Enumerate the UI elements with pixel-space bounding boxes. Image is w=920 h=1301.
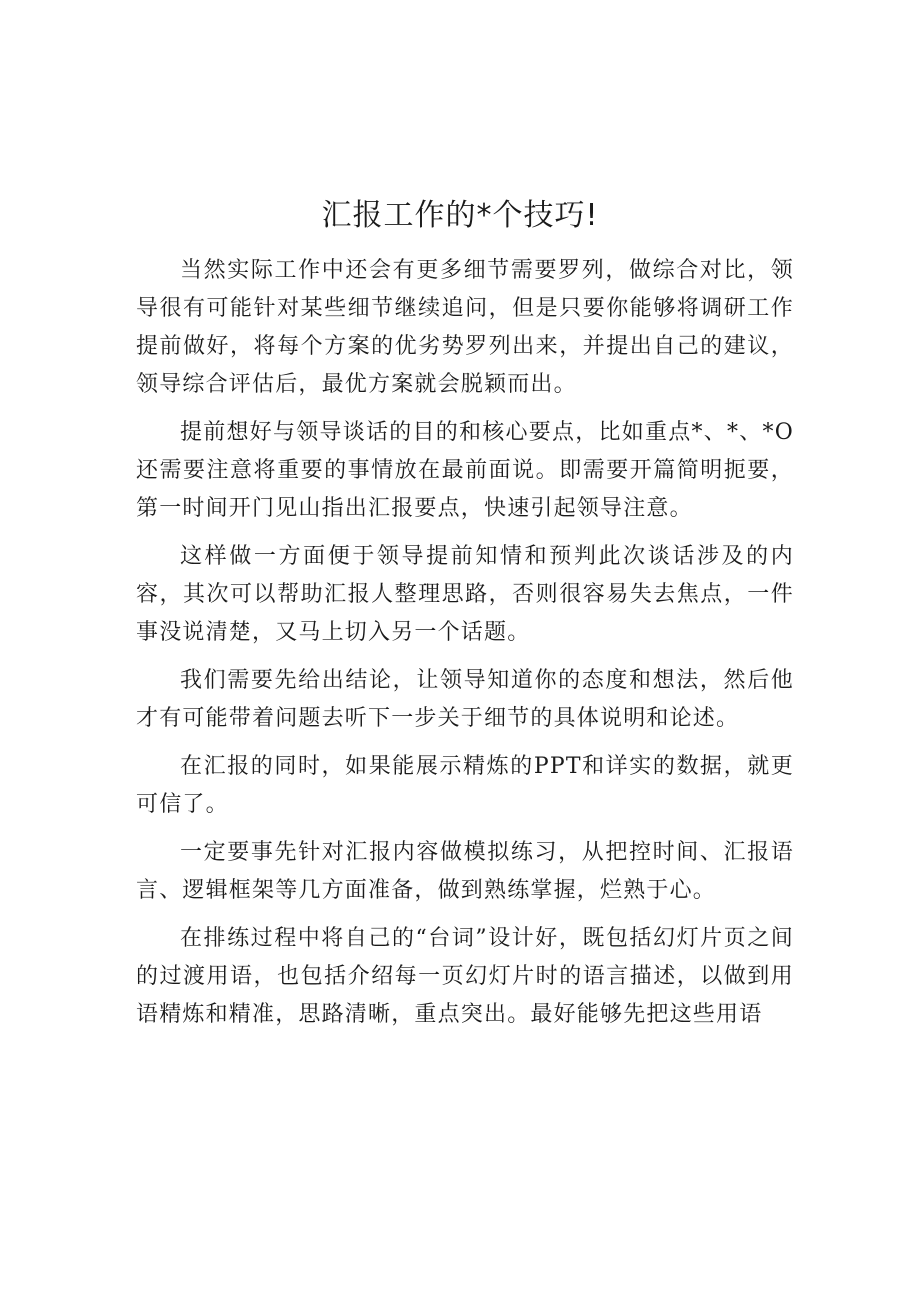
paragraph: 这样做一方面便于领导提前知情和预判此次谈话涉及的内容，其次可以帮助汇报人整理思路，否则很容易失去焦点，一件事没说清楚，又马上切入另一个话题。 [136, 544, 794, 645]
paragraph: 一定要事先针对汇报内容做模拟练习，从把控时间、汇报语言、逻辑框架等几方面准备，做到熟练掌握，烂熟于心。 [136, 840, 794, 903]
paragraph: 当然实际工作中还会有更多细节需要罗列，做综合对比，领导很有可能针对某些细节继续追问，但是只要你能够将调研工作提前做好，将每个方案的优劣势罗列出来，并提出自己的建议，领导综合评估后，最优方案就会脱颖而出。 [136, 258, 794, 397]
document-body [136, 252, 794, 1044]
paragraph: 在排练过程中将自己的“台词”设计好，既包括幻灯片页之间的过渡用语，也包括介绍每一页幻灯片时的语言描述，以做到用语精炼和精准，思路清晰，重点突出。最好能够先把这些用语 [136, 926, 794, 1027]
document-title: 汇报工作的*个技巧! [321, 198, 599, 233]
paragraph: 我们需要先给出结论，让领导知道你的态度和想法，然后他才有可能带着问题去听下一步关于细节的具体说明和论述。 [136, 668, 794, 731]
paragraph: 提前想好与领导谈话的目的和核心要点，比如重点*、*、*O还需要注意将重要的事情放在最前面说。即需要开篇简明扼要，第一时间开门见山指出汇报要点，快速引起领导注意。 [136, 420, 794, 521]
paragraph: 在汇报的同时，如果能展示精炼的PPT和详实的数据，就更可信了。 [136, 754, 794, 817]
